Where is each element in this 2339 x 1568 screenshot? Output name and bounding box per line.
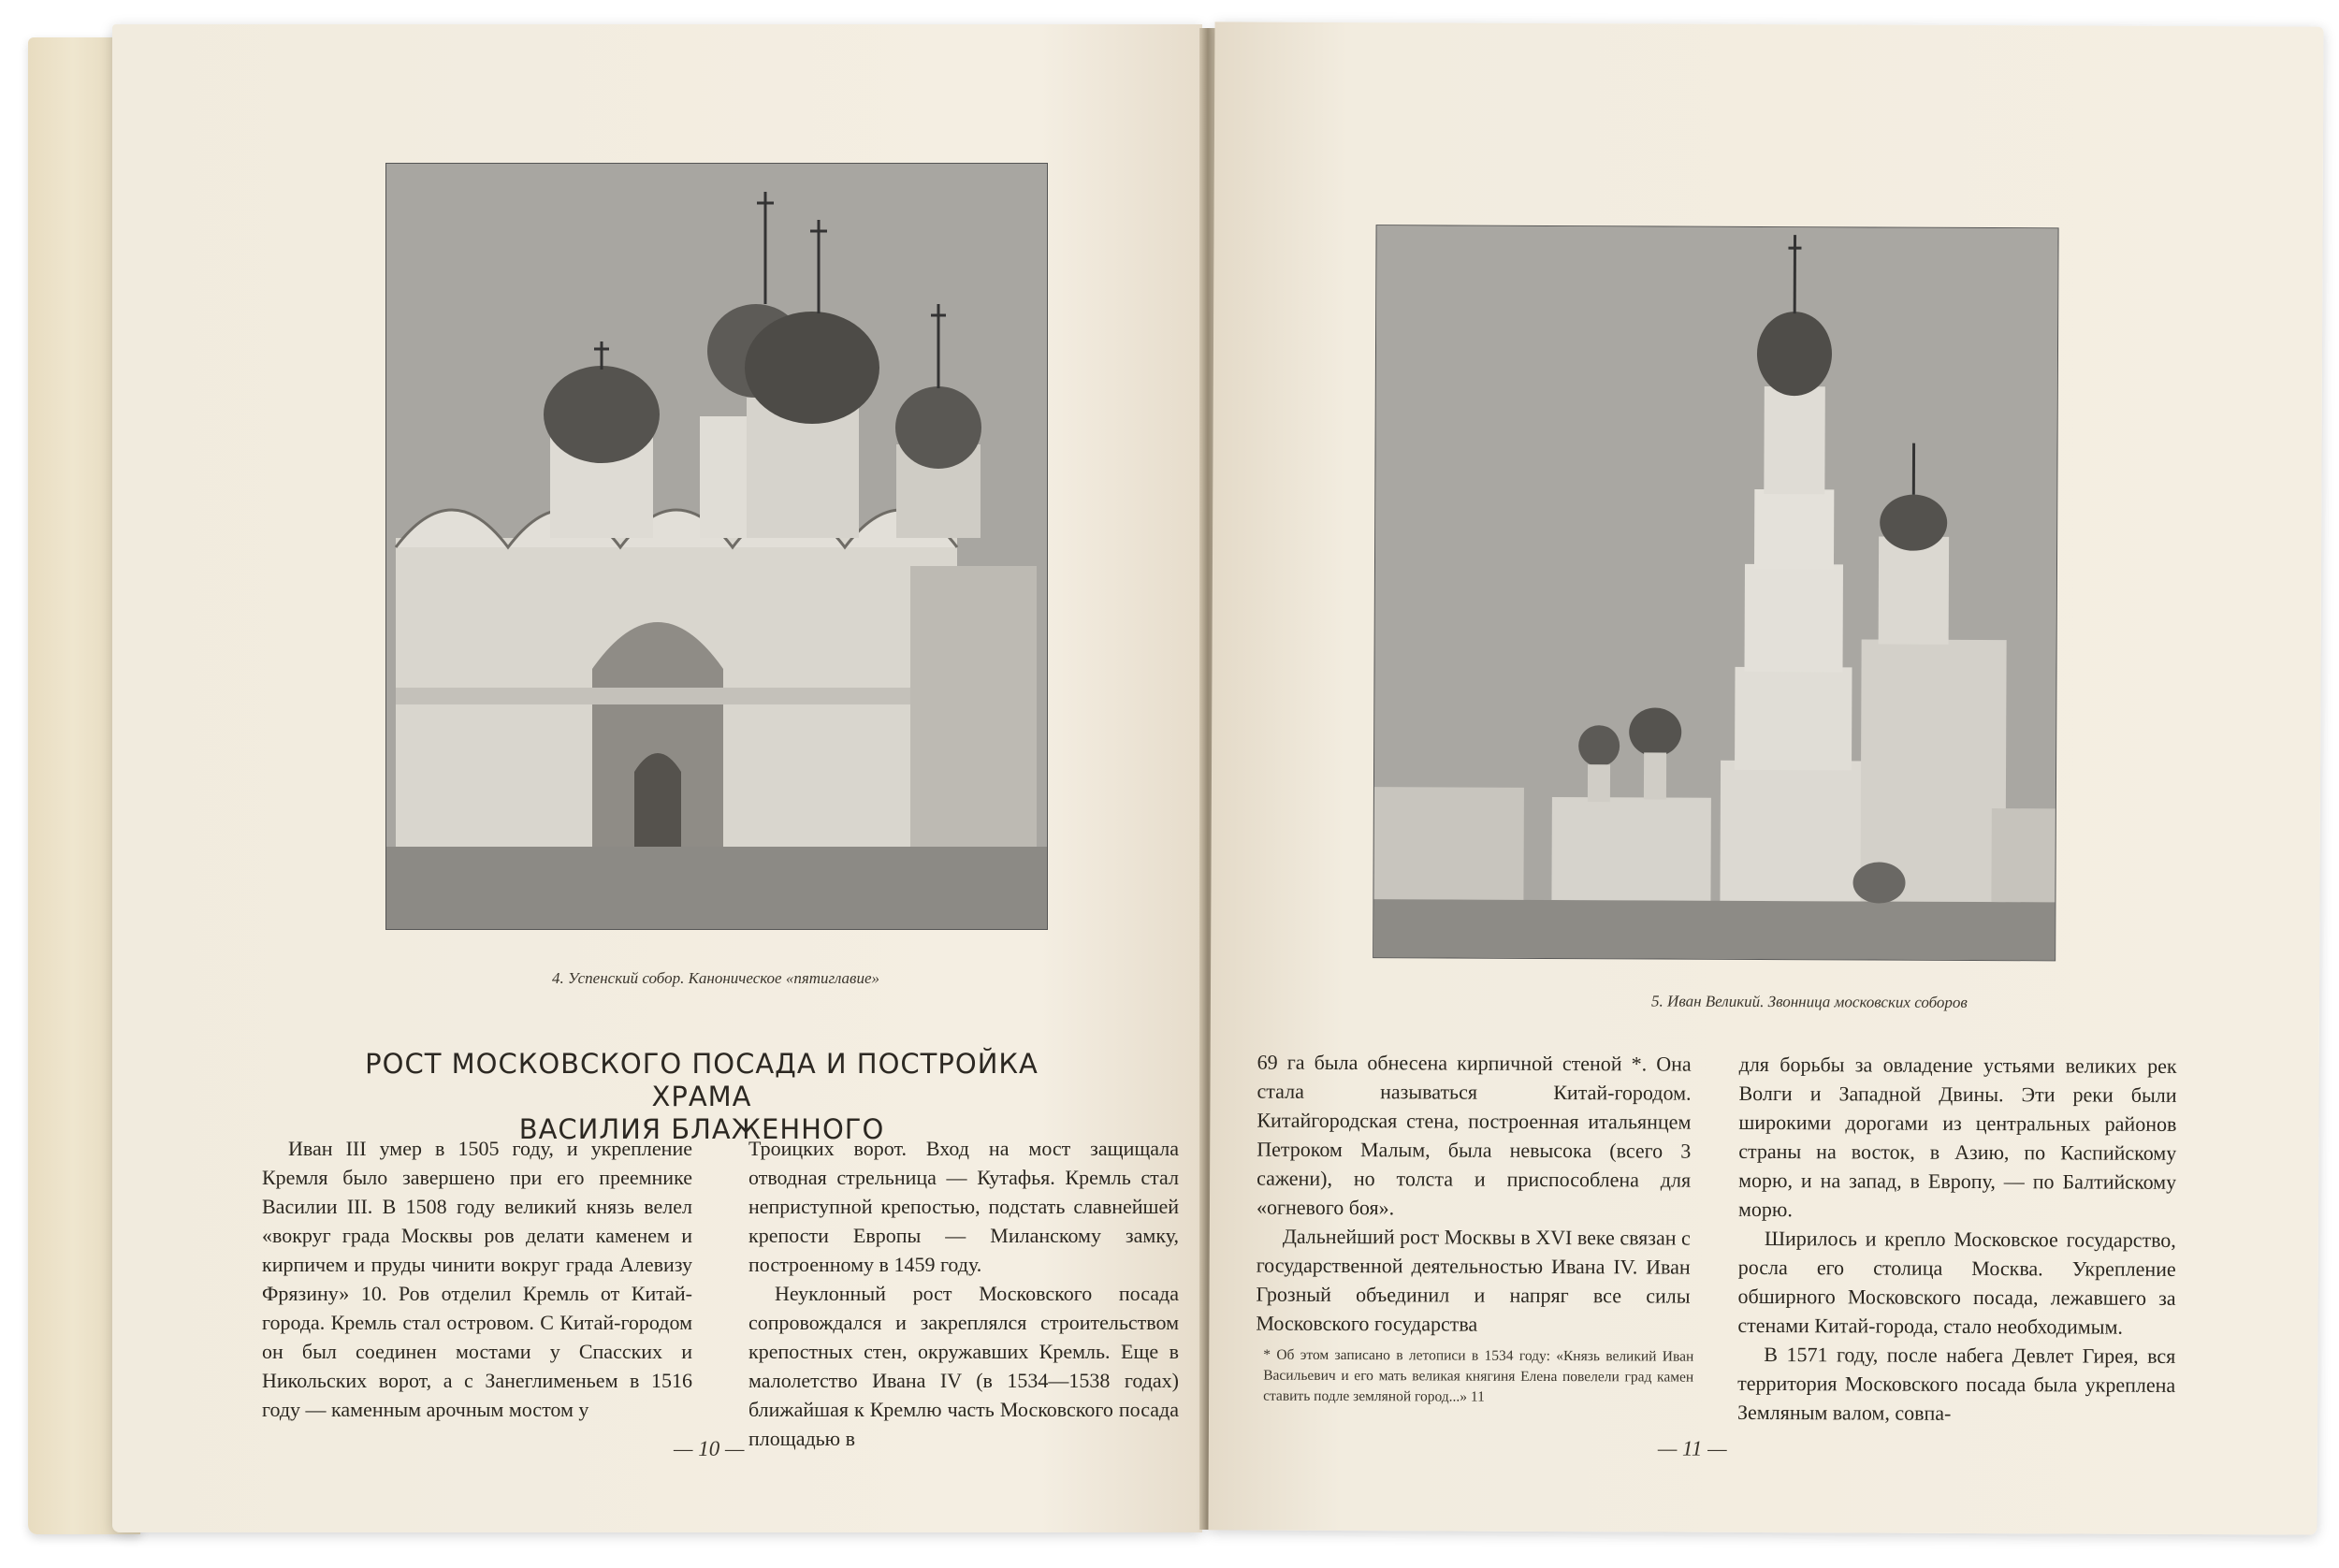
page-number-11: — 11 — bbox=[1657, 1436, 1727, 1460]
paragraph: В 1571 году, после набега Девлет Гирея, вся территория Московского посада была укреплена Земляным валом, совпа- bbox=[1736, 1342, 2176, 1425]
right-column-2 bbox=[1737, 1050, 2177, 1429]
footnote-text: * Об этом записано в летописи в 1534 году: «Князь великий Иван Васильевич и его мать великая княгиня Елена повелели град камен ставить подле земляной город...» 11 bbox=[1263, 1346, 1694, 1405]
figure-caption-5: 5. Иван Великий. Звонница московских соборов bbox=[1651, 992, 1968, 1011]
paragraph: Иван III умер в 1505 году, и укрепление Кремля было завершено при его преемнике Василии III. В 1508 году великий князь велел «вокруг града Москвы ров делати каменем и кирпичем и пруды чинити вокруг града Алевизу Фрязину» 10. Ров отделил Кремль от Китай-города. Кремль стал островом. С Китай-городом он был соединен мостами у Спасских и Никольских ворот, а с Занеглименьем в 1516 году — каменным арочным мостом у bbox=[262, 1137, 692, 1421]
paragraph: для борьбы за овладение устьями великих рек Волги и Западной Двины. Эти реки были широкими дорогами из центральных районов страны на восток, в Азию, по Каспийскому морю, и на запад, в Европу, — по Балтийскому морю. bbox=[1737, 1052, 2177, 1222]
footnote bbox=[1263, 1345, 1693, 1409]
paragraph: Троицких ворот. Вход на мост защищала отводная стрельница — Кутафья. Кремль стал неприступной крепостью, подстать славнейшей крепости Европы — Миланскому замку, построенному в 1459 году. bbox=[748, 1137, 1179, 1276]
paragraph: Ширилось и крепло Московское государство, росла его столица Москва. Укрепление обширного Московского посада, лежавшего за стенами Китай-города, стало необходимым. bbox=[1737, 1226, 2176, 1339]
section-title-line-2: ВАСИЛИЯ БЛАЖЕННОГО bbox=[518, 1112, 885, 1145]
left-page bbox=[112, 24, 1202, 1532]
section-title bbox=[327, 1048, 1076, 1145]
left-column-1 bbox=[262, 1134, 692, 1424]
right-column-1 bbox=[1256, 1048, 1691, 1340]
cathedral-photo bbox=[385, 163, 1048, 930]
right-page bbox=[1208, 22, 2323, 1534]
left-column-2 bbox=[748, 1134, 1179, 1453]
figure-caption-4: 4. Успенский собор. Каноническое «пятиглавие» bbox=[551, 969, 879, 987]
bell-tower-photo bbox=[1373, 225, 2058, 961]
paragraph: Неуклонный рост Московского посада сопровождался и закреплялся строительством крепостных стен, окружавших Кремль. Еще в малолетство Ивана IV (в 1534—1538 годах) ближайшая к Кремлю часть Московского посада площадью в bbox=[748, 1282, 1179, 1450]
paragraph: Дальнейший рост Москвы в XVI веке связан с государственной деятельностью Ивана IV. Иван Грозный объединил и напряг все силы Московского государства bbox=[1256, 1224, 1691, 1336]
paragraph: 69 га была обнесена кирпичной стеной *. Она стала называться Китай-городом. Китайгородская стена, построенная итальянцем Петроком Малым, была невысока (всего 3 сажени), но толста и приспособлена для «огневого боя». bbox=[1256, 1050, 1692, 1220]
section-title-line-1: РОСТ МОСКОВСКОГО ПОСАДА И ПОСТРОЙКА ХРАМА bbox=[365, 1048, 1039, 1112]
page-number-10: — 10 — bbox=[674, 1437, 745, 1460]
